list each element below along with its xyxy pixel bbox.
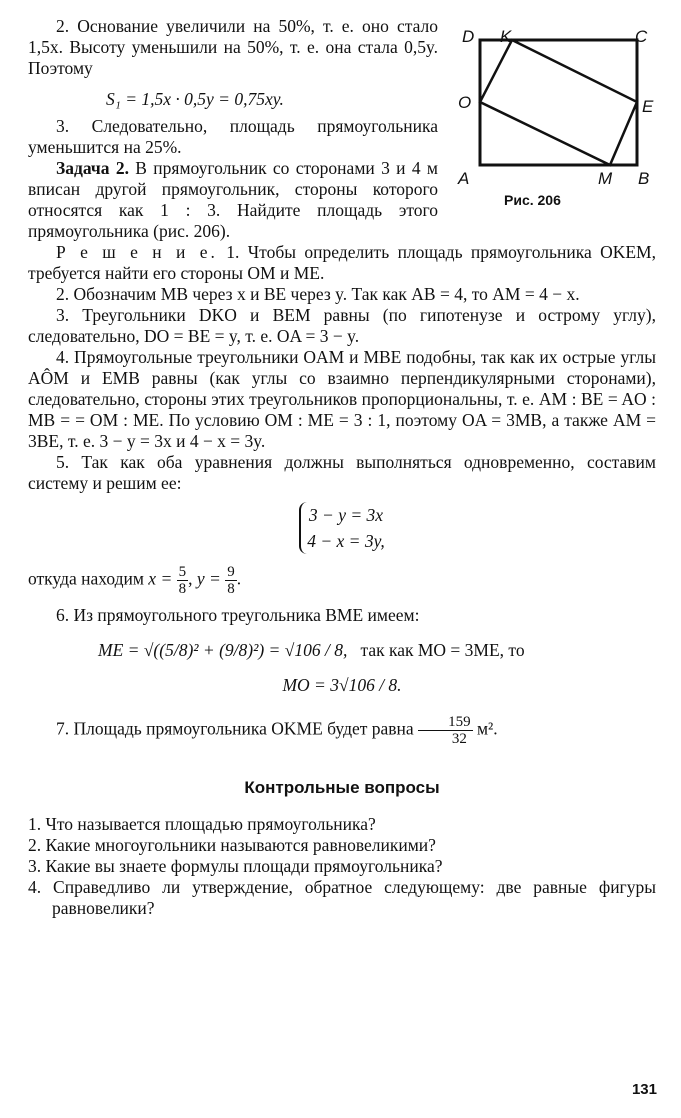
- solution-step-1-text: 1. Чтобы определить площадь прямоугольника OKEM, требуется найти его стороны OM и ME.: [28, 242, 656, 283]
- question-item: 1. Что называется площадью прямоугольника?: [28, 814, 376, 834]
- result-prefix: откуда находим: [28, 568, 144, 589]
- solution-label: Р е ш е н и е.: [56, 242, 218, 262]
- label-a: A: [458, 169, 470, 188]
- label-d: D: [462, 27, 475, 46]
- result-y-label: y =: [196, 568, 221, 589]
- task-2-text: В прямоугольник со сторонами 3 и 4 м вписан другой прямоугольник, стороны которого относятся как 1 : 3. Найдите площадь этого прямоугольника (рис. 206).: [28, 158, 438, 241]
- paragraph-2: 2. Основание увеличили на 50%, т. е. оно стало 1,5x. Высоту уменьшили на 50%, т. е. она стала 0,5y. Поэтому: [28, 16, 438, 78]
- mo-formula: MO = 3√106 / 8.: [282, 675, 402, 695]
- label-m: M: [598, 169, 613, 188]
- area-fraction-num: 159: [418, 714, 473, 731]
- question-item: 4. Справедливо ли утверждение, обратное следующему: две равные фигуры равновелики?: [28, 877, 656, 918]
- equation-system-brace: [299, 502, 385, 554]
- solution-step-3: 3. Треугольники DKO и BEM равны (по гипотенузе и острому углу), следовательно, DO = BE = y, т. е. OA = 3 − y.: [28, 305, 656, 346]
- me-formula: ME = √((5/8)² + (9/8)²) = √106 / 8,: [98, 640, 348, 660]
- page-content: [28, 16, 656, 919]
- fraction-y: [225, 564, 237, 597]
- area-unit: м².: [476, 718, 498, 739]
- label-c: C: [635, 27, 648, 46]
- paragraph-3: 3. Следовательно, площадь прямоугольника уменьшится на 25%.: [28, 116, 438, 157]
- label-o: O: [458, 93, 472, 112]
- solution-step-5: 5. Так как оба уравнения должны выполняться одновременно, составим систему и решим ее:: [28, 452, 656, 493]
- fraction-x-num: 5: [178, 564, 187, 580]
- label-e: E: [642, 97, 654, 116]
- solution-step-7: [28, 714, 656, 747]
- solution-result: откуда находим x = $\frac{5}{8}$ , y = $\frac{9}{8}$ .: [28, 564, 242, 597]
- control-questions-heading: Контрольные вопросы: [244, 778, 440, 797]
- control-questions-list: [28, 814, 656, 919]
- solution-step-4: 4. Прямоугольные треугольники OAM и MBE подобны, так как их острые углы AÔM и EMB равны (как углы со взаимно перпендикулярными сторонами), следовательно, стороны этих треугольников пропорциональны, т. е. AM : BE = AO : MB = = OM : ME. По условию OM : ME = 3 : 1, поэтому OA = 3MB, а также AM = 3BE, т. е. 3 − y = 3x и 4 − x = 3y.: [28, 347, 656, 451]
- me-formula-line: [28, 640, 656, 661]
- solution-step-1: [28, 242, 656, 284]
- formula-s1: [28, 89, 656, 110]
- page-number: 131: [631, 1081, 657, 1098]
- area-fraction-den: 32: [451, 731, 467, 747]
- label-b: B: [638, 169, 650, 188]
- area-fraction: [418, 714, 473, 747]
- equation-system: [28, 502, 656, 554]
- result-x-label: x =: [148, 568, 173, 589]
- solution-step-7-text: 7. Площадь прямоугольника OKME будет равна: [56, 718, 414, 739]
- fraction-y-num: 9: [227, 564, 235, 580]
- fraction-x: [177, 564, 189, 597]
- question-item: 3. Какие вы знаете формулы площади прямоугольника?: [28, 856, 443, 876]
- task-2: [28, 158, 438, 242]
- solution-step-2: 2. Обозначим MB через x и BE через y. Так как AB = 4, то AM = 4 − x.: [56, 284, 580, 304]
- solution-step-6: 6. Из прямоугольного треугольника BME имеем:: [56, 605, 420, 625]
- equation-1: 3 − y = 3x: [308, 505, 384, 525]
- figure-caption: Рис. 206: [504, 192, 561, 208]
- question-item: 2. Какие многоугольники называются равновеликими?: [28, 835, 436, 855]
- task-2-label: Задача 2.: [56, 158, 129, 178]
- me-formula-tail: так как MO = 3ME, то: [360, 640, 525, 660]
- equation-2: 4 − x = 3y,: [307, 531, 385, 551]
- mo-formula-line: [28, 675, 656, 696]
- formula-s1-text: S₁ = 1,5x · 0,5y = 0,75xy.: [106, 89, 284, 109]
- fraction-y-den: 8: [227, 581, 235, 597]
- fraction-x-den: 8: [178, 581, 187, 597]
- label-k: K: [500, 27, 512, 46]
